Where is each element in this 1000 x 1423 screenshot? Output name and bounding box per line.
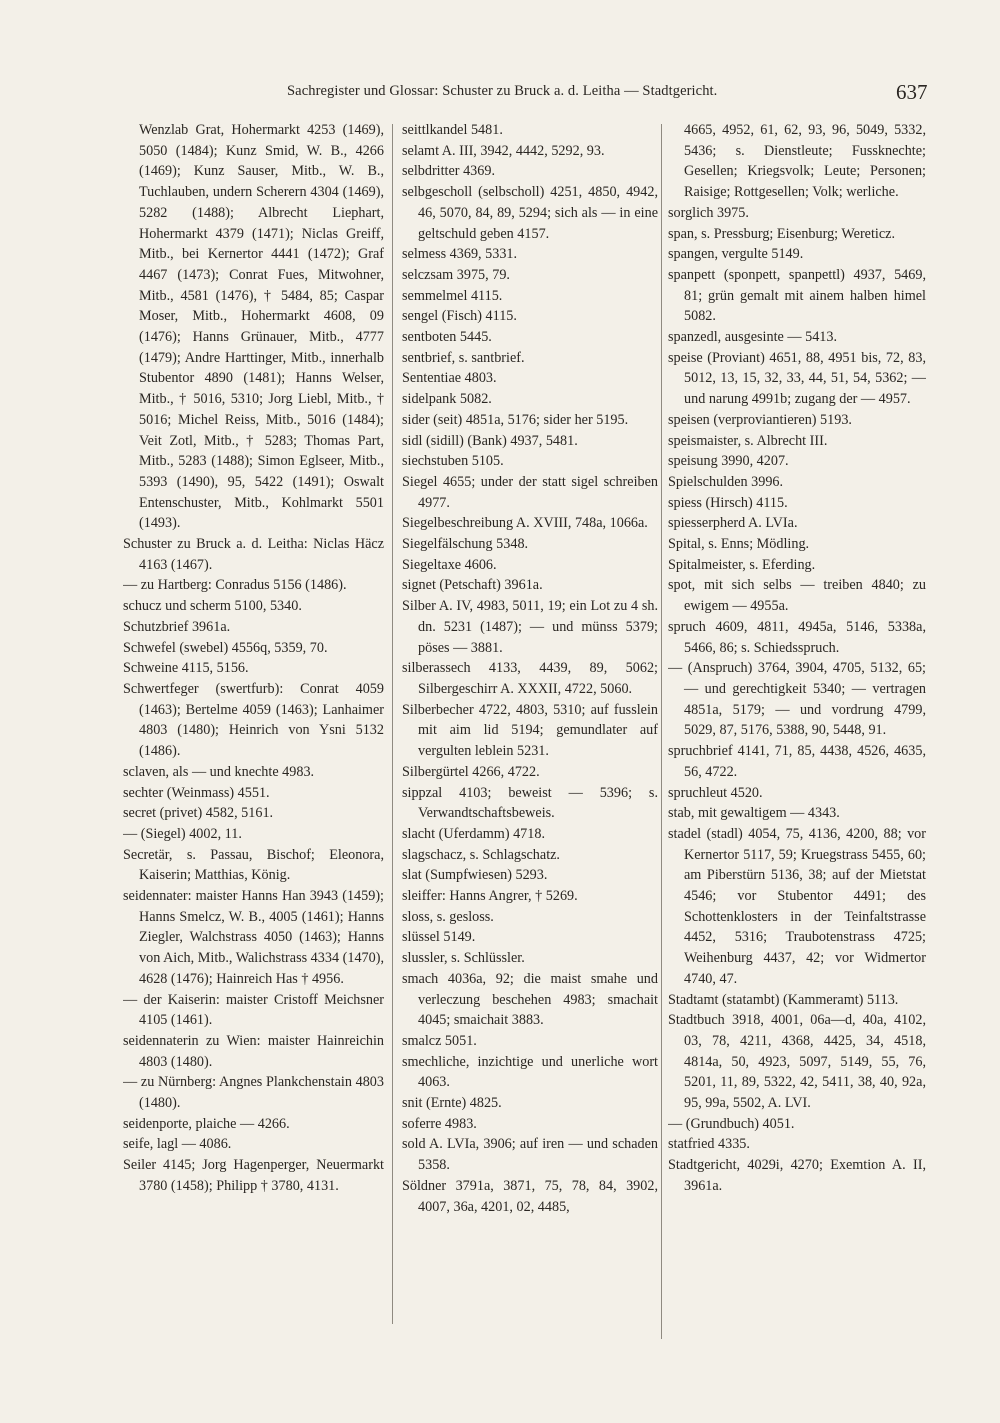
index-entry: spanzedl, ausgesinte — 5413. (668, 329, 838, 346)
page-number: 637 (896, 80, 928, 104)
index-entry: 4665, 4952, 61, 62, 93, 96, 5049, 5332, 5436; s. Dienstleute; Fussknechte; Gesellen; Kriegsvolk; Leute; Personen; Raisige; Rottgesellen; Volk; werliche. (684, 122, 926, 201)
index-entry: Schutzbrief 3961a. (123, 618, 231, 635)
index-entry: spruch 4609, 4811, 4945a, 5146, 5338a, 5466, 86; s. Schiedsspruch. (668, 618, 926, 656)
index-entry: spiess (Hirsch) 4115. (668, 494, 788, 511)
index-entry: selbgescholl (selbscholl) 4251, 4850, 4942, 46, 5070, 84, 89, 5294; sich als — in eine geltschuld geben 4157. (402, 184, 658, 242)
index-entry: Secretär, s. Passau, Bischof; Eleonora, Kaiserin; Matthias, König. (123, 846, 384, 884)
index-entry: stab, mit gewaltigem — 4343. (668, 805, 840, 822)
index-entry: Schwertfeger (swertfurb): Conrat 4059 (1463); Bertelme 4059 (1463); Lanhaimer 4803 (1480); Heinrich von Ysni 5132 (1486). (123, 680, 384, 760)
index-entry: Wenzlab Grat, Hohermarkt 4253 (1469), 5050 (1484); Kunz Smid, W. B., 4266 (1469); Kunz Sauser, Mitb., W. B., Tuchlauben, undern Scherern 4304 (1469), 5282 (1488); Albrecht Liephart, Hohermarkt 4379 (1471); Niclas Greiff, Mitb., bei Kernertor 4441 (1472); Graf 4467 (1473); Conrat Fues, Mitwohner, Mitb., 4581 (1476), † 5484, 85; Caspar Moser, Mitb., Hohermarkt 4608, 09 (1476); Hanns Grünauer, Mitb., 4777 (1479); Andre Harttinger, Mitb., innerhalb Stubentor 4890 (1481); Hanns Welser, Mitb., † 5016, 5310; Jorg Liebl, Mitb., † 5016; Michel Reiss, Mitb., 5016 (1484); Veit Zotl, Mitb., † 5283; Thomas Part, Mitb., 5283 (1488); Simon Eglseer, Mitb., 5393 (1490), 95, 5422 (1491); Oswalt Entenschuster, Mitb., Kohlmarkt 5501 (1493). (139, 122, 384, 532)
index-entry: sidelpank 5082. (402, 391, 492, 408)
index-entry: selczsam 3975, 79. (402, 266, 510, 283)
index-entry: Stadtgericht, 4029i, 4270; Exemtion A. II, 3961a. (668, 1157, 926, 1194)
index-entry: seife, lagl — 4086. (123, 1136, 232, 1153)
index-entry: seidennaterin zu Wien: maister Hainreichin 4803 (1480). (123, 1032, 384, 1070)
index-entry: selbdritter 4369. (402, 163, 495, 180)
index-entry: — (Siegel) 4002, 11. (123, 825, 242, 842)
index-entry: speisen (verproviantieren) 5193. (668, 411, 852, 428)
index-entry: seittlkandel 5481. (402, 122, 503, 138)
index-entry: sippzal 4103; beweist — 5396; s. Verwandtschaftsbeweis. (402, 784, 658, 822)
index-entry: Silber A. IV, 4983, 5011, 19; ein Lot zu 4 sh. dn. 5231 (1487); — und münss 5379; pöses — 3881. (402, 598, 658, 656)
index-entry: slüssel 5149. (402, 929, 476, 946)
index-entry: soferre 4983. (402, 1115, 477, 1132)
index-entry: signet (Petschaft) 3961a. (402, 577, 543, 594)
index-entry: — (Anspruch) 3764, 3904, 4705, 5132, 65; — und gerechtigkeit 5340; — vertragen 4851a, 5179; — und vordrung 4799, 5029, 87, 5176, 5388, 90, 5448, 91. (668, 660, 926, 739)
index-entry: Schweine 4115, 5156. (123, 660, 249, 677)
index-entry: selamt A. III, 3942, 4442, 5292, 93. (402, 142, 605, 159)
index-entry: Silberbecher 4722, 4803, 5310; auf fusslein mit aim lid 5194; gemundlater auf vergulten leblein 5231. (402, 701, 658, 760)
index-entry: spruchleut 4520. (668, 784, 763, 801)
index-entry: Schuster zu Bruck a. d. Leitha: Niclas Häcz 4163 (1467). (123, 536, 384, 573)
index-entry: spangen, vergulte 5149. (668, 246, 804, 263)
index-entry: Seiler 4145; Jorg Hagenperger, Neuermarkt 3780 (1458); Philipp † 3780, 4131. (123, 1157, 384, 1194)
index-entry: sentbrief, s. santbrief. (402, 349, 525, 366)
index-entry: schucz und scherm 5100, 5340. (123, 598, 302, 615)
index-entry: Stadtamt (statambt) (Kammeramt) 5113. (668, 991, 899, 1008)
index-entry: Spitalmeister, s. Eferding. (668, 556, 816, 573)
index-entry: sclaven, als — und knechte 4983. (123, 763, 315, 780)
index-entry: sider (seit) 4851a, 5176; sider her 5195. (402, 411, 629, 428)
index-entry: — zu Nürnberg: Angnes Plankchenstain 4803 (1480). (123, 1074, 384, 1112)
index-entry: stadel (stadl) 4054, 75, 4136, 4200, 88; vor Kernertor 5117, 59; Kruegstrass 5455, 60; am Piberstürn 5136, 38; auf der Mietstat 4546; vor Stubentor 4491; des Schottenklosters in der Teinfaltstrasse 4452, 5316; Traubotenstrass 4725; Weihenburg 4437, 42; vor Widmertor 4740, 47. (668, 825, 926, 987)
running-title: Sachregister und Glossar: Schuster zu Bruck a. d. Leitha — Stadtgericht. (287, 83, 718, 99)
index-column-2 (402, 120, 658, 1320)
index-entry: seidenporte, plaiche — 4266. (123, 1115, 290, 1132)
index-entry: Spital, s. Enns; Mödling. (668, 536, 810, 553)
index-entry: Spielschulden 3996. (668, 473, 784, 490)
index-entry: — (Grundbuch) 4051. (668, 1115, 795, 1132)
index-entry: span, s. Pressburg; Eisenburg; Wereticz. (668, 225, 896, 242)
index-entry: Siegel 4655; under der statt sigel schreiben 4977. (402, 473, 658, 511)
index-entry: smalcz 5051. (402, 1032, 477, 1049)
index-entry: sloss, s. gesloss. (402, 908, 494, 925)
index-entry: Söldner 3791a, 3871, 75, 78, 84, 3902, 4007, 36a, 4201, 02, 4485, (402, 1177, 658, 1215)
index-entry: silberassech 4133, 4439, 89, 5062; Silbergeschirr A. XXXII, 4722, 5060. (402, 660, 658, 697)
index-entry: Silbergürtel 4266, 4722. (402, 763, 540, 780)
index-entry: speise (Proviant) 4651, 88, 4951 bis, 72, 83, 5012, 13, 15, 32, 33, 44, 51, 54, 5362; — und narung 4991b; zugang der — 4957. (668, 349, 926, 408)
index-entry: smach 4036a, 92; die maist smahe und verleczung beschehen 4983; smachait 4045; smaichait 3883. (402, 970, 658, 1029)
index-entry: Stadtbuch 3918, 4001, 06a—d, 40a, 4102, 03, 78, 4211, 4368, 4425, 34, 4518, 4814a, 50, 4923, 5097, 5149, 55, 76, 5201, 11, 89, 5322, 42, 5411, 38, 40, 92a, 95, 99a, 5502, A. LVI. (668, 1012, 926, 1112)
index-entry: Siegelfälschung 5348. (402, 536, 529, 553)
index-entry: sechter (Weinmass) 4551. (123, 784, 270, 801)
index-entry: slat (Sumpfwiesen) 5293. (402, 867, 548, 884)
index-entry: sleiffer: Hanns Angrer, † 5269. (402, 888, 578, 905)
index-entry: Siegelbeschreibung A. XVIII, 748a, 1066a. (402, 515, 648, 532)
index-entry: slacht (Uferdamm) 4718. (402, 825, 546, 842)
index-entry: speismaister, s. Albrecht III. (668, 432, 828, 449)
index-entry: siechstuben 5105. (402, 453, 504, 470)
index-entry: Sententiae 4803. (402, 370, 497, 387)
index-entry: sentboten 5445. (402, 329, 492, 346)
index-entry: spot, mit sich selbs — treiben 4840; zu ewigem — 4955a. (668, 577, 926, 615)
index-entry: statfried 4335. (668, 1136, 750, 1153)
index-entry: spanpett (sponpett, spanpettl) 4937, 5469, 81; grün gemalt mit ainem halben himel 5082. (668, 266, 926, 325)
index-entry: secret (privet) 4582, 5161. (123, 805, 274, 822)
index-entry: sold A. LVIa, 3906; auf iren — und schaden 5358. (402, 1136, 658, 1174)
index-entry: sengel (Fisch) 4115. (402, 308, 517, 325)
index-entry: sorglich 3975. (668, 204, 749, 221)
index-entry: selmess 4369, 5331. (402, 246, 518, 263)
index-entry: semmelmel 4115. (402, 287, 503, 304)
index-entry: spruchbrief 4141, 71, 85, 4438, 4526, 4635, 56, 4722. (668, 743, 926, 780)
index-entry: slussler, s. Schlüssler. (402, 950, 525, 967)
column-divider-2 (661, 124, 662, 1339)
index-column-1 (123, 120, 384, 1320)
index-entry: spiesserpherd A. LVIa. (668, 515, 798, 532)
index-entry: slagschacz, s. Schlagschatz. (402, 846, 560, 863)
column-divider-1 (392, 124, 393, 1324)
index-entry: Siegeltaxe 4606. (402, 556, 497, 573)
index-entry: smechliche, inzichtige und unerliche wort 4063. (402, 1053, 658, 1091)
index-entry: snit (Ernte) 4825. (402, 1095, 502, 1112)
index-entry: sidl (sidill) (Bank) 4937, 5481. (402, 432, 578, 449)
index-entry: seidennater: maister Hanns Han 3943 (1459); Hanns Smelcz, W. B., 4005 (1461); Hanns Ziegler, Walchstrass 4050 (1463); Hanns von Aich, Mitb., Walichstrass 4334 (1470), 4628 (1476); Hainreich Has † 4956. (123, 888, 384, 987)
index-entry: — der Kaiserin: maister Cristoff Meichsner 4105 (1461). (123, 991, 384, 1029)
index-entry: — zu Hartberg: Conradus 5156 (1486). (123, 577, 347, 594)
index-entry: Schwefel (swebel) 4556q, 5359, 70. (123, 639, 328, 656)
index-column-3 (668, 120, 926, 1320)
index-entry: speisung 3990, 4207. (668, 453, 789, 470)
page-header (0, 80, 1000, 110)
